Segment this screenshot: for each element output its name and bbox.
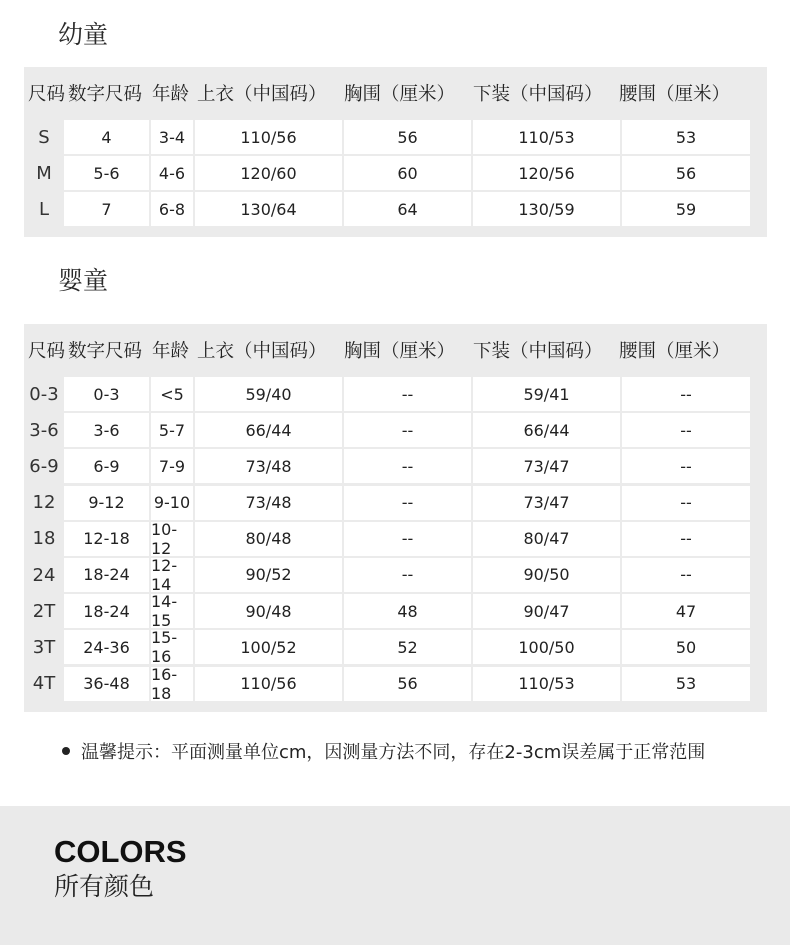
- table-cell: 120/56: [473, 156, 620, 190]
- table-cell: 59: [622, 192, 750, 226]
- size-label-cell: 3-6: [29, 419, 59, 441]
- table-cell: 24-36: [64, 630, 149, 664]
- table-cell: 6-9: [64, 449, 149, 483]
- table-cell: 12-14: [151, 558, 193, 592]
- table-cell: 9-12: [64, 486, 149, 520]
- table-cell: 48: [344, 594, 471, 628]
- column-header: 胸围（厘米）: [344, 84, 456, 105]
- table-cell: 9-10: [151, 486, 193, 520]
- column-header: 上衣（中国码）: [197, 341, 327, 362]
- column-header: 年龄: [152, 341, 190, 362]
- size-label-cell: S: [38, 126, 50, 148]
- size-table-toddler: [24, 67, 767, 237]
- table-cell: 130/64: [195, 192, 342, 226]
- size-label-cell: 3T: [32, 636, 56, 658]
- table-cell: 52: [344, 630, 471, 664]
- table-cell: 53: [622, 120, 750, 154]
- table-cell: --: [622, 558, 750, 592]
- table-cell: 90/52: [195, 558, 342, 592]
- table-row: [24, 629, 767, 665]
- table-row: [24, 119, 767, 155]
- table-cell: 80/48: [195, 522, 342, 556]
- table-cell: --: [622, 522, 750, 556]
- column-header: 腰围（厘米）: [619, 341, 731, 362]
- table-cell: 100/52: [195, 630, 342, 664]
- size-label-cell: 2T: [32, 600, 56, 622]
- table-row: [24, 593, 767, 629]
- table-cell: 110/53: [473, 667, 620, 701]
- table-cell: 36-48: [64, 667, 149, 701]
- table-row: [24, 376, 767, 412]
- table-row: [24, 485, 767, 521]
- table-cell: 7-9: [151, 449, 193, 483]
- table-cell: 7: [64, 192, 149, 226]
- size-label-cell: 18: [32, 528, 56, 550]
- table-cell: 12-18: [64, 522, 149, 556]
- measurement-note: [62, 738, 705, 764]
- table-cell: --: [344, 377, 471, 411]
- table-cell: 4: [64, 120, 149, 154]
- size-label-cell: 4T: [32, 673, 56, 695]
- table-cell: 5-7: [151, 413, 193, 447]
- table-cell: 110/53: [473, 120, 620, 154]
- column-header: 尺码: [28, 341, 66, 362]
- colors-title-cn: 所有颜色: [54, 872, 155, 901]
- table-cell: 80/47: [473, 522, 620, 556]
- table-header-row: [24, 324, 767, 376]
- column-header: 年龄: [152, 84, 190, 105]
- table-cell: --: [344, 522, 471, 556]
- measurement-note-text: 温馨提示：平面测量单位cm，因测量方法不同，存在2-3cm误差属于正常范围: [81, 742, 706, 763]
- column-header: 腰围（厘米）: [619, 84, 731, 105]
- table-row: [24, 412, 767, 448]
- table-cell: 56: [344, 667, 471, 701]
- table-cell: 56: [344, 120, 471, 154]
- table-cell: 0-3: [64, 377, 149, 411]
- table-cell: 90/47: [473, 594, 620, 628]
- section-title-baby: 婴童: [58, 266, 109, 295]
- section-title-toddler: 幼童: [58, 20, 109, 49]
- table-cell: --: [622, 377, 750, 411]
- table-cell: 3-6: [64, 413, 149, 447]
- table-cell: --: [344, 413, 471, 447]
- table-cell: 66/44: [195, 413, 342, 447]
- table-cell: 59/40: [195, 377, 342, 411]
- table-cell: 73/47: [473, 486, 620, 520]
- size-label-cell: M: [36, 162, 52, 184]
- table-cell: --: [622, 486, 750, 520]
- table-cell: 5-6: [64, 156, 149, 190]
- size-label-cell: 0-3: [29, 383, 59, 405]
- table-row: [24, 557, 767, 593]
- table-cell: --: [622, 413, 750, 447]
- table-cell: 100/50: [473, 630, 620, 664]
- table-row: [24, 155, 767, 191]
- table-cell: 15-16: [151, 630, 193, 664]
- table-cell: 59/41: [473, 377, 620, 411]
- table-cell: 16-18: [151, 667, 193, 701]
- column-header: 数字尺码: [68, 341, 143, 362]
- table-cell: 56: [622, 156, 750, 190]
- table-row: [24, 191, 767, 227]
- table-cell: <5: [151, 377, 193, 411]
- table-cell: 10-12: [151, 522, 193, 556]
- column-header: 尺码: [28, 84, 66, 105]
- table-cell: 73/48: [195, 449, 342, 483]
- table-row: [24, 666, 767, 702]
- table-cell: 110/56: [195, 120, 342, 154]
- bullet-icon: [62, 747, 70, 755]
- table-cell: --: [622, 449, 750, 483]
- table-cell: 53: [622, 667, 750, 701]
- size-table-baby: [24, 324, 767, 712]
- table-cell: 64: [344, 192, 471, 226]
- table-cell: 18-24: [64, 594, 149, 628]
- colors-title-en: COLORS: [54, 834, 187, 869]
- column-header: 数字尺码: [68, 84, 143, 105]
- column-header: 胸围（厘米）: [344, 341, 456, 362]
- column-header: 上衣（中国码）: [197, 84, 327, 105]
- column-header: 下装（中国码）: [473, 341, 603, 362]
- table-cell: 110/56: [195, 667, 342, 701]
- table-cell: 73/48: [195, 486, 342, 520]
- size-label-cell: 24: [32, 564, 56, 586]
- table-cell: 6-8: [151, 192, 193, 226]
- table-cell: 14-15: [151, 594, 193, 628]
- table-cell: 3-4: [151, 120, 193, 154]
- size-label-cell: 12: [32, 492, 56, 514]
- size-label-cell: 6-9: [29, 455, 59, 477]
- table-cell: --: [344, 449, 471, 483]
- table-cell: 66/44: [473, 413, 620, 447]
- table-cell: 90/48: [195, 594, 342, 628]
- table-row: [24, 448, 767, 484]
- table-header-row: [24, 67, 767, 119]
- table-cell: 90/50: [473, 558, 620, 592]
- table-cell: --: [344, 558, 471, 592]
- table-cell: 60: [344, 156, 471, 190]
- table-row: [24, 521, 767, 557]
- table-cell: 50: [622, 630, 750, 664]
- table-cell: --: [344, 486, 471, 520]
- size-label-cell: L: [38, 198, 50, 220]
- table-cell: 4-6: [151, 156, 193, 190]
- column-header: 下装（中国码）: [473, 84, 603, 105]
- table-cell: 130/59: [473, 192, 620, 226]
- table-cell: 120/60: [195, 156, 342, 190]
- table-cell: 47: [622, 594, 750, 628]
- table-cell: 73/47: [473, 449, 620, 483]
- table-cell: 18-24: [64, 558, 149, 592]
